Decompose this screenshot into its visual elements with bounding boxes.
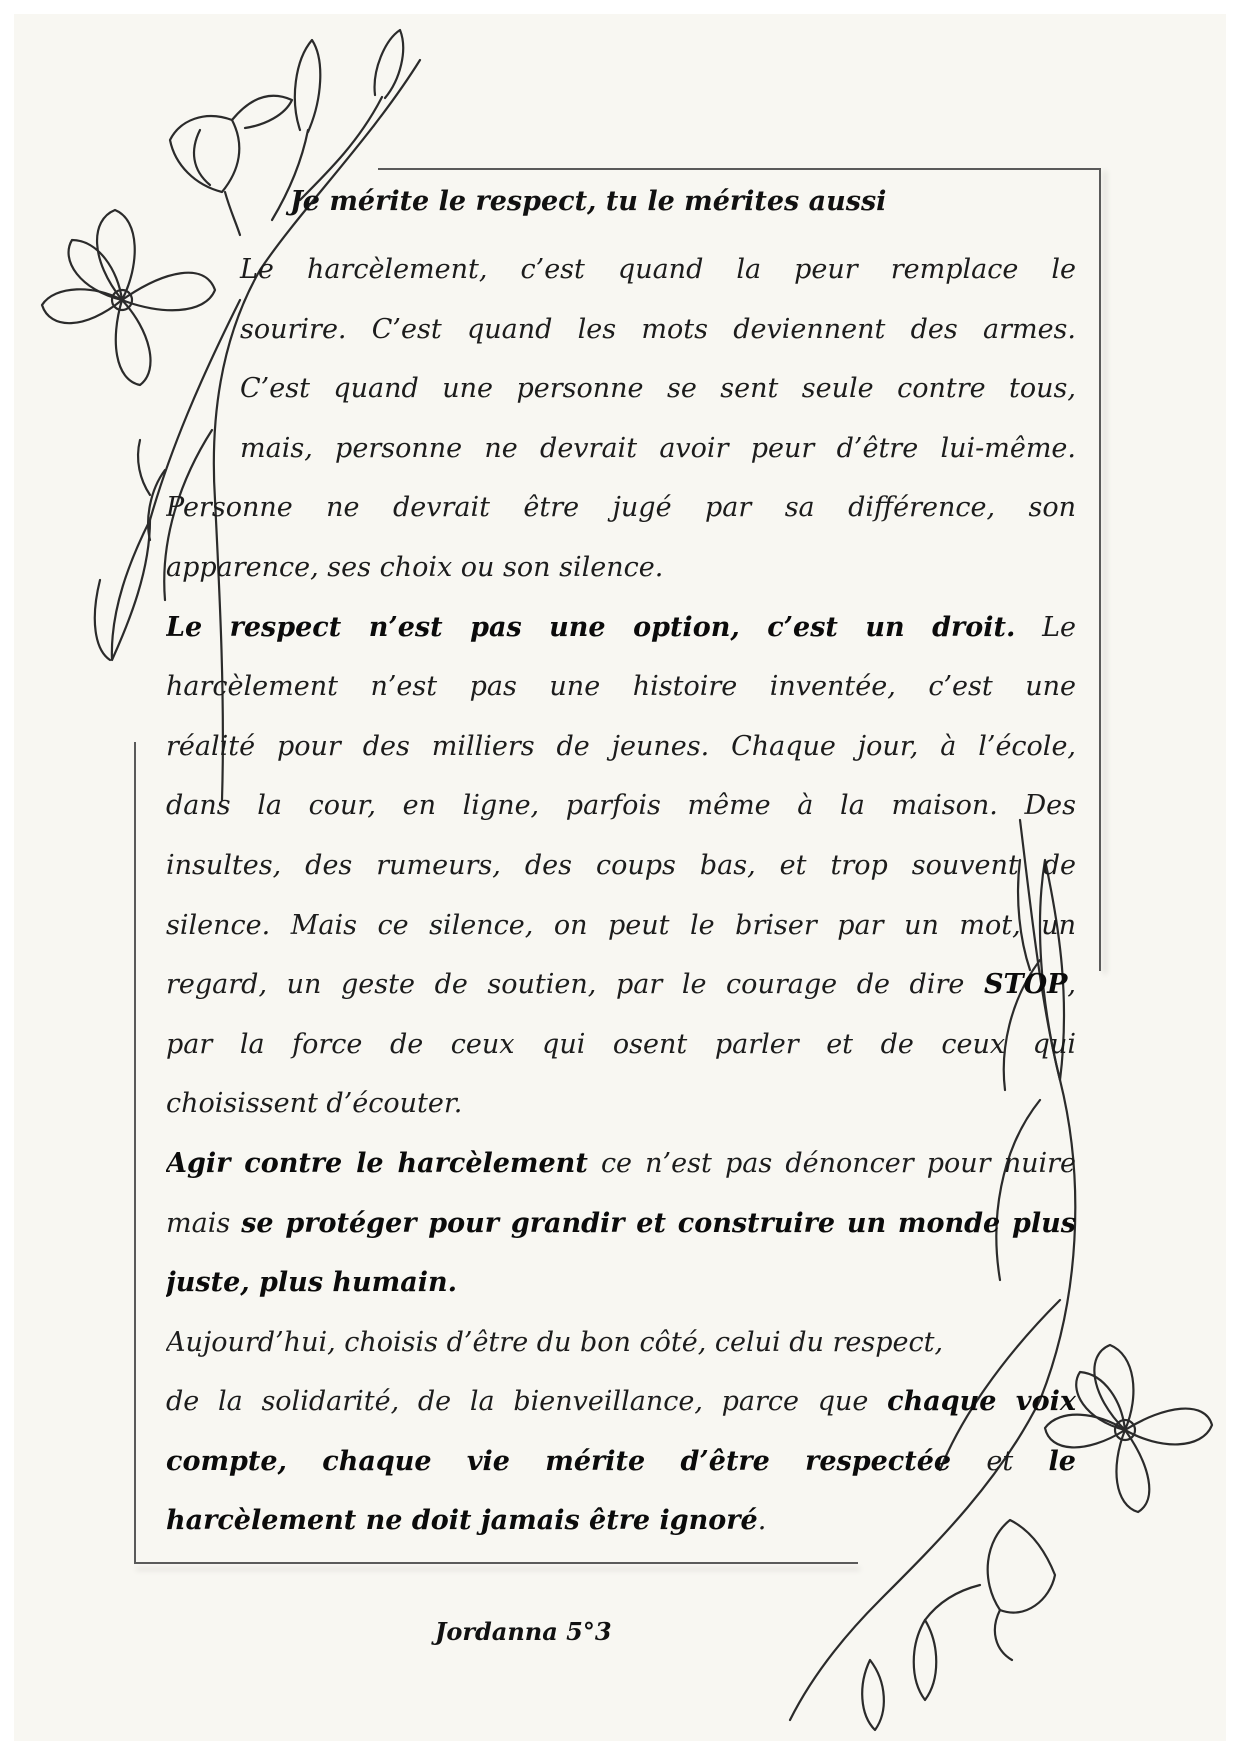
bold-word: respectée: [805, 1445, 952, 1477]
bud-bottom-1: [914, 1620, 937, 1700]
frame-left-border: [134, 742, 136, 1564]
text-line: Le harcèlement, c’est quand la peur remplace le: [240, 254, 1076, 285]
text-line: [166, 1134, 1076, 1194]
text-fragment: de la solidarité, de la bienveillance, parce que: [166, 1386, 869, 1418]
bud-bottom-2: [862, 1660, 884, 1730]
text-line: [166, 1491, 1076, 1551]
text-line: [166, 598, 1076, 658]
text-fragment: ,: [1067, 969, 1076, 1001]
text-line: choisissent d’écouter.: [166, 1088, 463, 1120]
bold-phrase: chaque voix: [887, 1386, 1076, 1418]
bold-word: mérite: [545, 1445, 646, 1477]
text-line: [166, 1372, 1076, 1432]
text-line: Personne ne devrait être jugé par sa différence, son: [166, 492, 1076, 524]
frame-bottom-border: [134, 1562, 858, 1564]
leaf-left-1: [112, 520, 150, 660]
frame-right-border: [1099, 168, 1101, 971]
text-line: Aujourd’hui, choisis d’être du bon côté, celui du respect,: [166, 1326, 944, 1358]
text-line: [166, 1432, 1076, 1492]
text-line: apparence, ses choix ou son silence.: [166, 551, 664, 583]
leaf-left-3: [138, 440, 150, 495]
bold-word: le: [1048, 1445, 1076, 1477]
text-line: silence. Mais ce silence, on peut le briser par un mot, un: [166, 909, 1076, 941]
text-fragment: et: [986, 1445, 1014, 1477]
bold-phrase: juste, plus humain.: [166, 1267, 458, 1299]
text-fragment: ce n’est pas dénoncer pour nuire: [600, 1147, 1076, 1179]
text-line: réalité pour des milliers de jeunes. Chaque jour, à l’école,: [166, 730, 1076, 762]
frame-top-border: [378, 168, 1100, 170]
poem-body: [166, 240, 1076, 1551]
text-line: sourire. C’est quand les mots deviennent des armes.: [240, 313, 1076, 345]
text-fragment: Le: [1042, 611, 1076, 643]
text-line: dans la cour, en ligne, parfois même à la maison. Des: [166, 790, 1076, 822]
text-fragment: regard, un geste de soutien, par le courage de dire: [166, 969, 965, 1001]
bold-phrase: harcèlement ne doit jamais être ignoré: [166, 1505, 758, 1537]
poem-title: Je mérite le respect, tu le mérites aussi: [290, 186, 887, 217]
text-line: [166, 955, 1076, 1015]
bold-phrase: Le respect n’est pas une option, c’est un droit.: [166, 611, 1016, 643]
bold-phrase: se protéger pour grandir et construire un monde plus: [241, 1207, 1076, 1239]
text-fragment: .: [757, 1505, 767, 1537]
text-line: C’est quand une personne se sent seule contre tous,: [240, 373, 1076, 405]
bold-word: chaque: [322, 1445, 432, 1477]
bud-top-1: [295, 40, 320, 132]
bold-phrase: Agir contre le harcèlement: [166, 1147, 588, 1179]
text-line: mais, personne ne devrait avoir peur d’être lui-même.: [240, 432, 1076, 464]
text-line: harcèlement n’est pas une histoire inventée, c’est une: [166, 671, 1076, 703]
text-fragment: mais: [166, 1207, 231, 1239]
bud-top-2: [375, 30, 404, 98]
bold-word: d’être: [680, 1445, 770, 1477]
bold-word-stop: STOP: [983, 969, 1068, 1001]
text-line: insultes, des rumeurs, des coups bas, et trop souvent de: [166, 849, 1076, 881]
text-line: [166, 1194, 1076, 1254]
author-signature: Jordanna 5°3: [435, 1617, 612, 1646]
bold-word: vie: [466, 1445, 510, 1477]
text-line: [166, 1253, 1076, 1313]
bold-word: compte,: [166, 1445, 287, 1477]
text-line: par la force de ceux qui osent parler et de ceux qui: [166, 1028, 1076, 1060]
